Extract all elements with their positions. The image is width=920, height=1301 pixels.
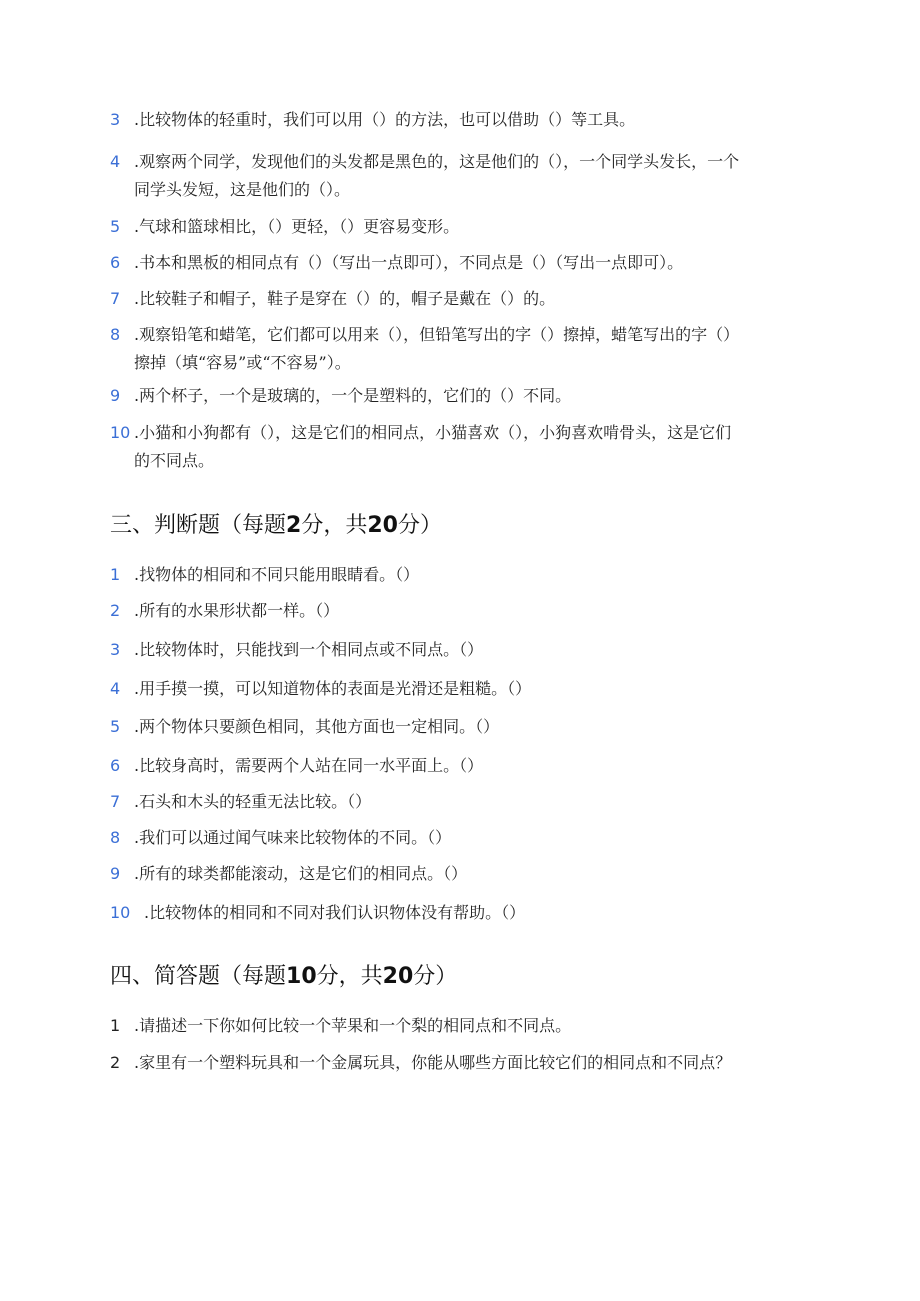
judge-item [110, 899, 800, 927]
heading-points: 2 [286, 513, 302, 538]
item-number: 7 [110, 289, 121, 308]
item-text: .我们可以通过闻气味来比较物体的不同。（） [134, 828, 452, 847]
fill-item [110, 148, 800, 204]
judge-item [110, 824, 800, 852]
item-number: 1 [110, 565, 121, 584]
item-text-continued: 擦掉（填“容易”或“不容易”）。 [134, 353, 351, 372]
fill-item [110, 249, 800, 277]
section-heading-judge [110, 511, 442, 541]
heading-text: 四、简答题（每题 [110, 964, 287, 989]
section-heading-short-answer [110, 962, 457, 992]
item-text: .所有的球类都能滚动，这是它们的相同点。（） [134, 864, 468, 883]
fill-item [110, 285, 800, 313]
item-text: .比较身高时，需要两个人站在同一水平面上。（） [134, 756, 484, 775]
item-number: 7 [110, 792, 121, 811]
fill-item [110, 382, 800, 410]
heading-text: 分） [413, 964, 458, 989]
fill-item [110, 213, 800, 241]
judge-item [110, 713, 800, 741]
item-number: 2 [110, 601, 121, 620]
item-number: 10 [110, 903, 131, 922]
judge-item [110, 597, 800, 625]
heading-text: 三、判断题（每题 [110, 513, 287, 538]
item-number: 8 [110, 828, 121, 847]
item-number: 5 [110, 717, 121, 736]
item-number: 3 [110, 110, 121, 129]
item-number: 4 [110, 679, 121, 698]
item-number: 6 [110, 253, 121, 272]
judge-item [110, 752, 800, 780]
item-text: .比较鞋子和帽子，鞋子是穿在（）的，帽子是戴在（）的。 [134, 289, 556, 308]
item-text: .用手摸一摸，可以知道物体的表面是光滑还是粗糙。（） [134, 679, 532, 698]
item-text: .石头和木头的轻重无法比较。（） [134, 792, 372, 811]
item-text: .观察铅笔和蜡笔，它们都可以用来（），但铅笔写出的字（）擦掉，蜡笔写出的字（） [134, 325, 740, 344]
item-text: .气球和篮球相比，（）更轻，（）更容易变形。 [134, 217, 460, 236]
item-text: .书本和黑板的相同点有（）（写出一点即可），不同点是（）（写出一点即可）。 [134, 253, 684, 272]
item-number: 9 [110, 864, 121, 883]
item-text: .两个物体只要颜色相同，其他方面也一定相同。（） [134, 717, 500, 736]
item-number: 2 [110, 1053, 121, 1072]
item-number: 6 [110, 756, 121, 775]
item-number: 4 [110, 152, 121, 171]
item-number: 9 [110, 386, 121, 405]
heading-text: 分，共 [316, 964, 383, 989]
judge-item [110, 675, 800, 703]
item-text: .请描述一下你如何比较一个苹果和一个梨的相同点和不同点。 [134, 1016, 572, 1035]
fill-item [110, 321, 800, 377]
item-number: 8 [110, 325, 121, 344]
item-text: .小猫和小狗都有（），这是它们的相同点，小猫喜欢（），小狗喜欢啃骨头，这是它们 [134, 423, 732, 442]
item-number: 3 [110, 640, 121, 659]
fill-item [110, 106, 800, 134]
item-text: .比较物体时，只能找到一个相同点或不同点。（） [134, 640, 484, 659]
item-text-continued: 的不同点。 [134, 451, 215, 470]
judge-item [110, 636, 800, 664]
item-text: .两个杯子，一个是玻璃的，一个是塑料的，它们的（）不同。 [134, 386, 572, 405]
judge-item [110, 561, 800, 589]
item-number: 5 [110, 217, 121, 236]
item-text: .比较物体的相同和不同对我们认识物体没有帮助。（） [144, 903, 526, 922]
item-number: 1 [110, 1016, 121, 1035]
short-item [110, 1012, 800, 1040]
judge-item [110, 860, 800, 888]
item-text: .所有的水果形状都一样。（） [134, 601, 340, 620]
heading-text: 分） [397, 513, 442, 538]
fill-item [110, 419, 800, 475]
heading-points: 10 [286, 964, 317, 989]
judge-item [110, 788, 800, 816]
item-text: .观察两个同学，发现他们的头发都是黑色的，这是他们的（），一个同学头发长，一个 [134, 152, 740, 171]
short-item [110, 1049, 800, 1077]
heading-text: 分，共 [301, 513, 368, 538]
item-text: .家里有一个塑料玩具和一个金属玩具，你能从哪些方面比较它们的相同点和不同点？ [134, 1053, 732, 1072]
item-text-continued: 同学头发短，这是他们的（）。 [134, 180, 351, 199]
heading-points: 20 [382, 964, 414, 989]
item-text: .找物体的相同和不同只能用眼睛看。（） [134, 565, 420, 584]
heading-points: 20 [367, 513, 398, 538]
item-text: .比较物体的轻重时，我们可以用（）的方法，也可以借助（）等工具。 [134, 110, 636, 129]
item-number: 10 [110, 423, 131, 442]
